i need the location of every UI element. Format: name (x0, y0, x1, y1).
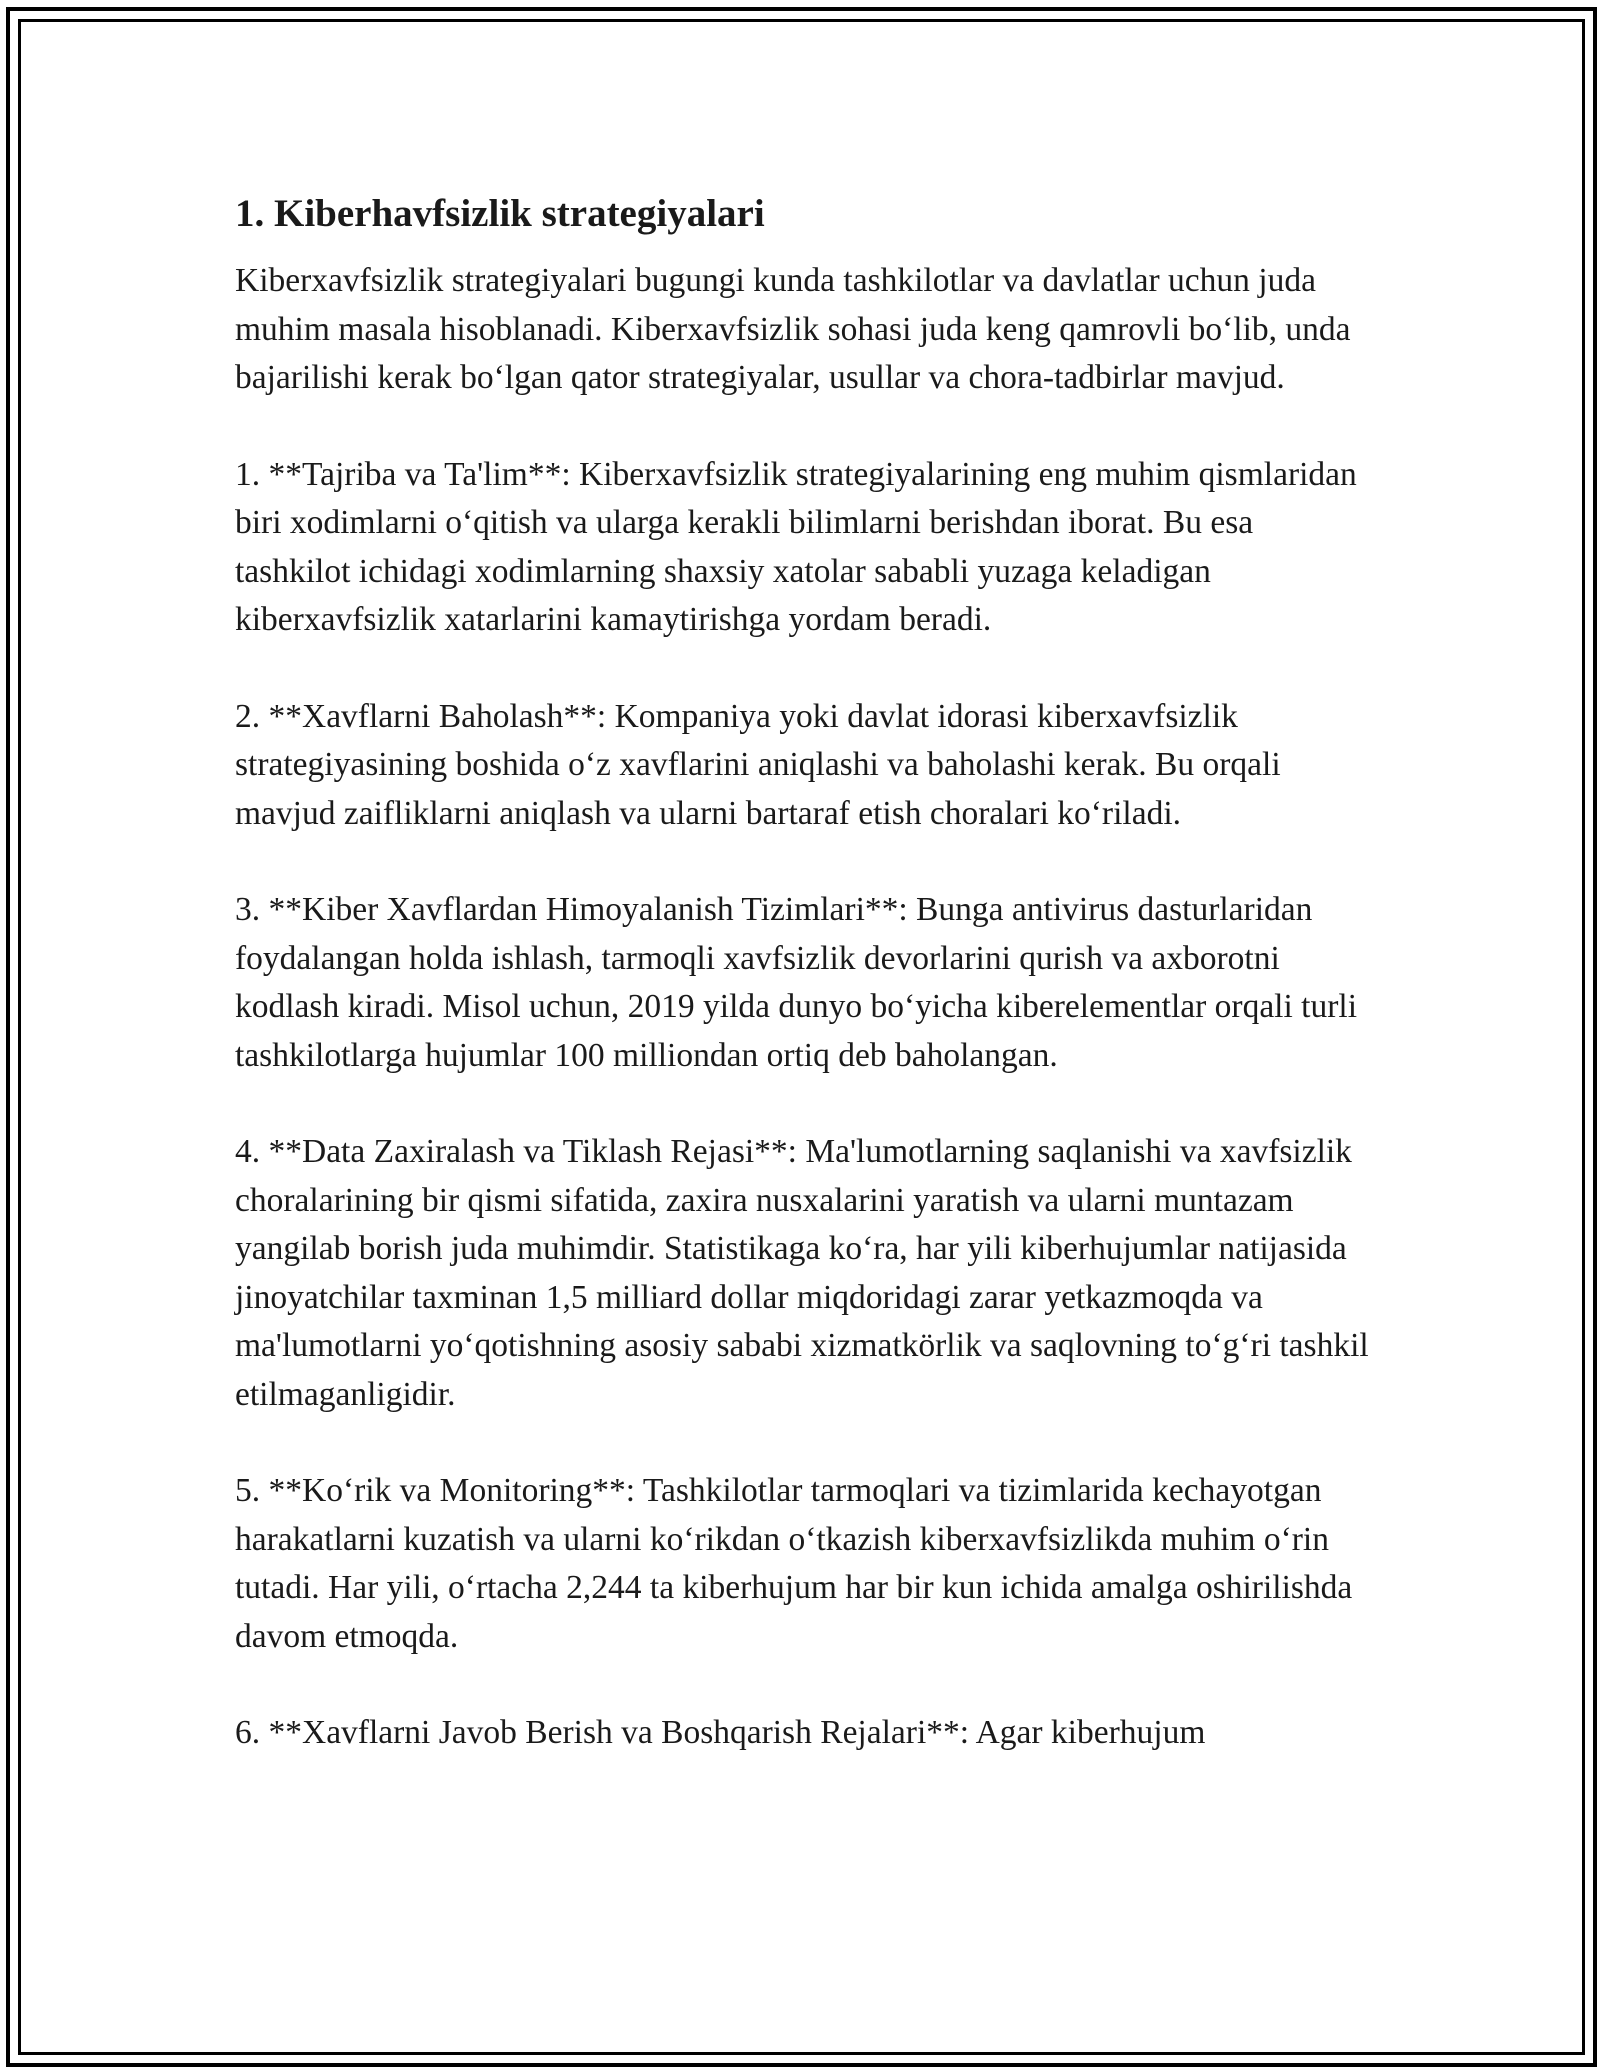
document-body (235, 185, 1375, 1806)
paragraph-himoyalanish-tizimlari: 3. **Kiber Xavflardan Himoyalanish Tizimlari**: Bunga antivirus dasturlaridan foydalangan holda ishlash, tarmoqli xavfsizlik devorlarini qurish va axborotni kodlash kiradi. Misol uchun, 2019 yilda dunyo bo‘yicha kiberelementlar orqali turli tashkilotlarga hujumlar 100 milliondan ortiq deb baholangan. (235, 891, 1358, 1074)
document-title: 1. Kiberhavfsizlik strategiyalari (235, 192, 765, 235)
intro-paragraph: Kiberxavfsizlik strategiyalari bugungi kunda tashkilotlar va davlatlar uchun juda muhim masala hisoblanadi. Kiberxavfsizlik sohasi juda keng qamrovli bo‘lib, unda bajarilishi kerak bo‘lgan qator strategiyalar, usullar va chora-tadbirlar mavjud. (235, 262, 1351, 396)
paragraph-javob-berish: 6. **Xavflarni Javob Berish va Boshqarish Rejalari**: Agar kiberhujum (235, 1714, 1206, 1751)
paragraph-tajriba-talim: 1. **Tajriba va Ta'lim**: Kiberxavfsizlik strategiyalarining eng muhim qismlaridan biri xodimlarni o‘qitish va ularga kerakli bilimlarni berishdan iborat. Bu esa tashkilot ichidagi xodimlarning shaxsiy xatolar sababli yuzaga keladigan kiberxavfsizlik xatarlarini kamaytirishga yordam beradi. (235, 455, 1357, 638)
paragraph-data-zaxiralash: 4. **Data Zaxiralash va Tiklash Rejasi**: Ma'lumotlarning saqlanishi va xavfsizlik choralarining bir qismi sifatida, zaxira nusxalarini yaratish va ularni muntazam yangilab borish juda muhimdir. Statistikaga ko‘ra, har yili kiberhujumlar natijasida jinoyatchilar taxminan 1,5 milliard dollar miqdoridagi zarar yetkazmoqda va ma'lumotlarni yo‘qotishning asosiy sababi xizmatkörlik va saqlovning to‘g‘ri tashkil etilmaganligidir. (235, 1133, 1369, 1413)
paragraph-korik-monitoring: 5. **Ko‘rik va Monitoring**: Tashkilotlar tarmoqlari va tizimlarida kechayotgan harakatlarni kuzatish va ularni ko‘rikdan o‘tkazish kiberxavfsizlikda muhim o‘rin tutadi. Har yili, o‘rtacha 2,244 ta kiberhujum har bir kun ichida amalga oshirilishda davom etmoqda. (235, 1472, 1353, 1655)
paragraph-xavflarni-baholash: 2. **Xavflarni Baholash**: Kompaniya yoki davlat idorasi kiberxavfsizlik strategiyasining boshida o‘z xavflarini aniqlashi va baholashi kerak. Bu orqali mavjud zaifliklarni aniqlash va ularni bartaraf etish choralari ko‘riladi. (235, 697, 1281, 832)
